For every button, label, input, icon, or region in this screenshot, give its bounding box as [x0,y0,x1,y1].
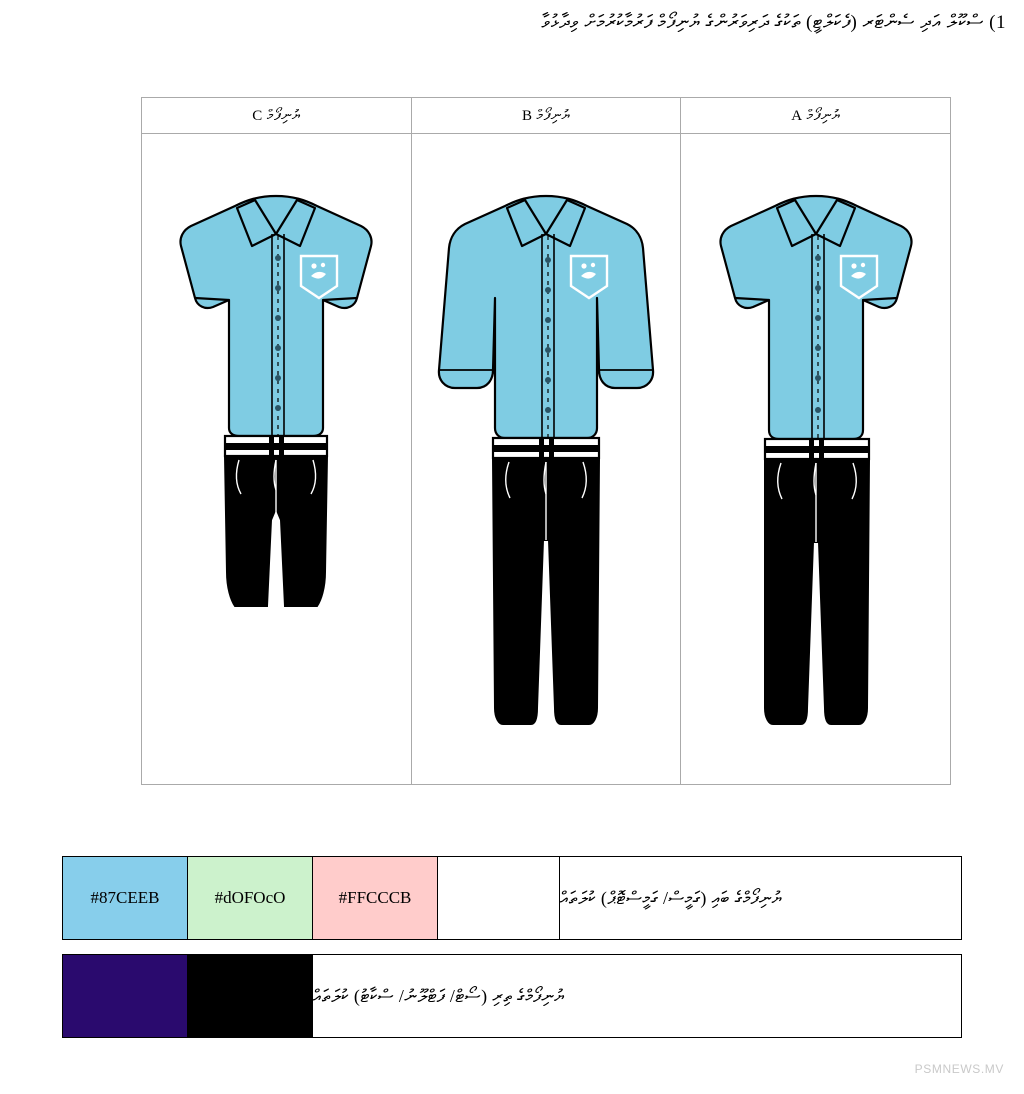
page-title: 1) ސްކޫލް އަދި ސެންޓަރ (ފެކަލްޓީ) ތަކުގެ ދަރިވަރުންގެ ޔުނިފޯމް ފަރުމާކުރުމަށް ވިދާޅުވާ [541,12,1006,33]
legend-label-bottom: ޔުނިފޯމްގެ ތިރި (ސޯޓް/ ފަޓްލޫނު/ ސްކާޓު) ކުލަތައް [313,985,565,1006]
legend-label-top: ޔުނިފޯމްގެ ބައި (ގަމީސް/ ގަމީސްޓޮޕް) ކުލަތައް [560,887,782,908]
uniform-column-header-a [680,98,950,133]
column-label: ޔުނިފޯމް C [252,107,301,124]
uniform-illustration-b [412,134,681,784]
uniform-illustration-a [681,134,950,784]
column-label: ޔުނިފޯމް B [521,107,571,124]
uniform-table-body-row [142,134,950,784]
swatch-3-blank [438,857,560,939]
uniform-column-header-b [411,98,681,133]
swatch-1 [188,955,313,1037]
column-label: ޔުނިފޯމް A [791,107,841,124]
color-legend-top [62,856,962,940]
watermark: PSMNEWS.MV [914,1062,1004,1076]
uniform-cell-b [411,134,681,784]
swatch-1 [188,857,313,939]
uniform-cell-c [142,134,411,784]
uniform-table [141,97,951,785]
uniform-illustration-c [142,134,411,784]
uniform-cell-a [680,134,950,784]
swatch-code: #87CEEB [90,888,160,907]
color-legend-bottom [62,954,962,1038]
swatch-code: #dOFOcO [214,888,286,907]
uniform-table-header-row [142,98,950,134]
swatch-0 [63,955,188,1037]
swatch-code: #FFCCCB [338,888,412,907]
swatch-2 [313,857,438,939]
swatch-0 [63,857,188,939]
uniform-column-header-c [142,98,411,133]
